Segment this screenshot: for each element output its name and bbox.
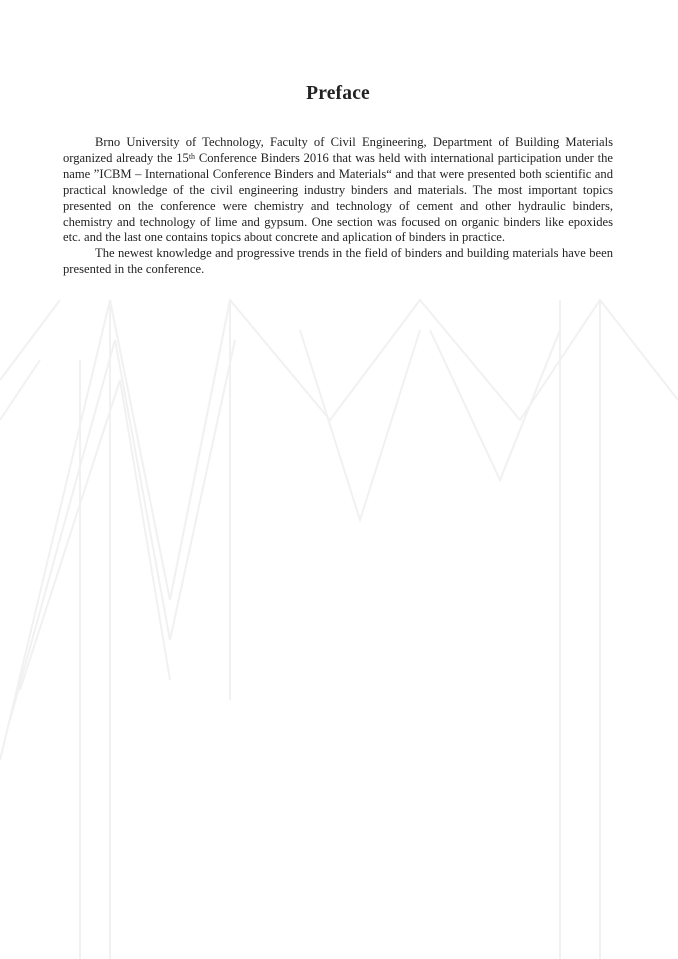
paragraph-intro (63, 135, 613, 246)
page-title: Preface (306, 83, 370, 104)
paragraph-intro-part2: Conference Binders 2016 that was held with international participation under the name ”ICBM – International Conference Binders and Materials“ and that were presented both scientific and practical knowledge of the civil engineering industry binders and materials. The most important topics presented on the conference were chemistry and technology of cement and other hydraulic binders, chemistry and technology of lime and gypsum. One section was focused on organic binders like epoxides etc. and the last one contains topics about concrete and aplication of binders in practice. (63, 150, 613, 245)
ordinal-superscript: th (188, 151, 196, 161)
paragraph-conclusion: The newest knowledge and progressive trends in the field of binders and building materials have been presented in the conference. (63, 246, 613, 277)
body-text (63, 135, 613, 278)
paragraph-intro-part1: Brno University of Technology, Faculty of Civil Engineering, Department of Building Materials organized already the 15 (63, 135, 613, 165)
document-content (63, 82, 613, 278)
